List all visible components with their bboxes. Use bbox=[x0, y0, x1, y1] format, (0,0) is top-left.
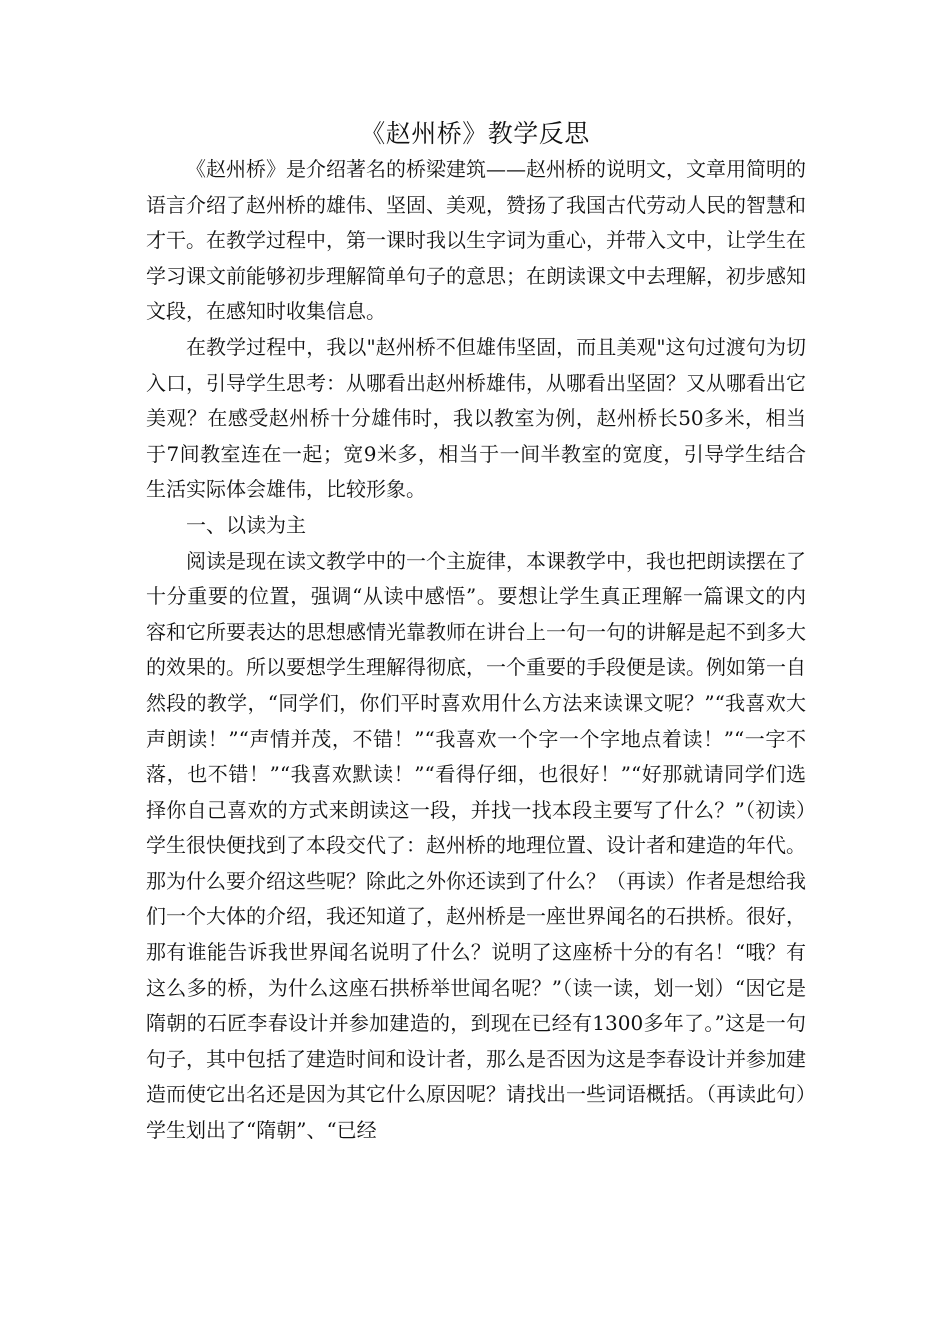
paragraph-intro: 《赵州桥》是介绍著名的桥梁建筑——赵州桥的说明文，文章用简明的语言介绍了赵州桥的雄伟、坚固、美观，赞扬了我国古代劳动人民的智慧和才干。在教学过程中，第一课时我以生字词为重心，并带入文中，让学生在学习课文前能够初步理解简单句子的意思；在朗读课文中去理解，初步感知文段，在感知时收集信息。 bbox=[146, 157, 806, 324]
section-heading-reading: 一、以读为主 bbox=[186, 512, 306, 537]
document-body bbox=[146, 152, 806, 1149]
paragraph-reading-focus: 阅读是现在读文教学中的一个主旋律，本课教学中，我也把朗读摆在了十分重要的位置，强调“从读中感悟”。要想让学生真正理解一篇课文的内容和它所要表达的思想感情光靠教师在讲台上一句一句的讲解是起不到多大的效果的。所以要想学生理解得彻底，一个重要的手段便是读。例如第一自然段的教学，“同学们，你们平时喜欢用什么方法来读课文呢？”“我喜欢大声朗读！”“声情并茂，不错！”“我喜欢一个字一个字地点着读！”“一字不落，也不错！”“我喜欢默读！”“看得仔细，也很好！”“好那就请同学们选择你自己喜欢的方式来朗读这一段，并找一找本段主要写了什么？”（初读）学生很快便找到了本段交代了：赵州桥的地理位置、设计者和建造的年代。那为什么要介绍这些呢？除此之外你还读到了什么？（再读）作者是想给我们一个大体的介绍，我还知道了，赵州桥是一座世界闻名的石拱桥。很好，那有谁能告诉我世界闻名说明了什么？说明了这座桥十分的有名！“哦？有这么多的桥，为什么这座石拱桥举世闻名呢？”（读一读，划一划）“因它是隋朝的石匠李春设计并参加建造的，到现在已经有1300多年了。”这是一句句子，其中包括了建造时间和设计者，那么是否因为这是李春设计并参加建造而使它出名还是因为其它什么原因呢？请找出一些词语概括。（再读此句）学生划出了“隋朝”、“已经 bbox=[146, 548, 806, 1143]
document-title: 《赵州桥》教学反思 bbox=[360, 119, 590, 148]
paragraph-teaching-process: 在教学过程中，我以"赵州桥不但雄伟坚固，而且美观"这句过渡句为切入口，引导学生思考：从哪看出赵州桥雄伟，从哪看出坚固？又从哪看出它美观？在感受赵州桥十分雄伟时，我以教室为例，赵州桥长50多米，相当于7间教室连在一起；宽9米多，相当于一间半教室的宽度，引导学生结合生活实际体会雄伟，比较形象。 bbox=[146, 334, 806, 502]
